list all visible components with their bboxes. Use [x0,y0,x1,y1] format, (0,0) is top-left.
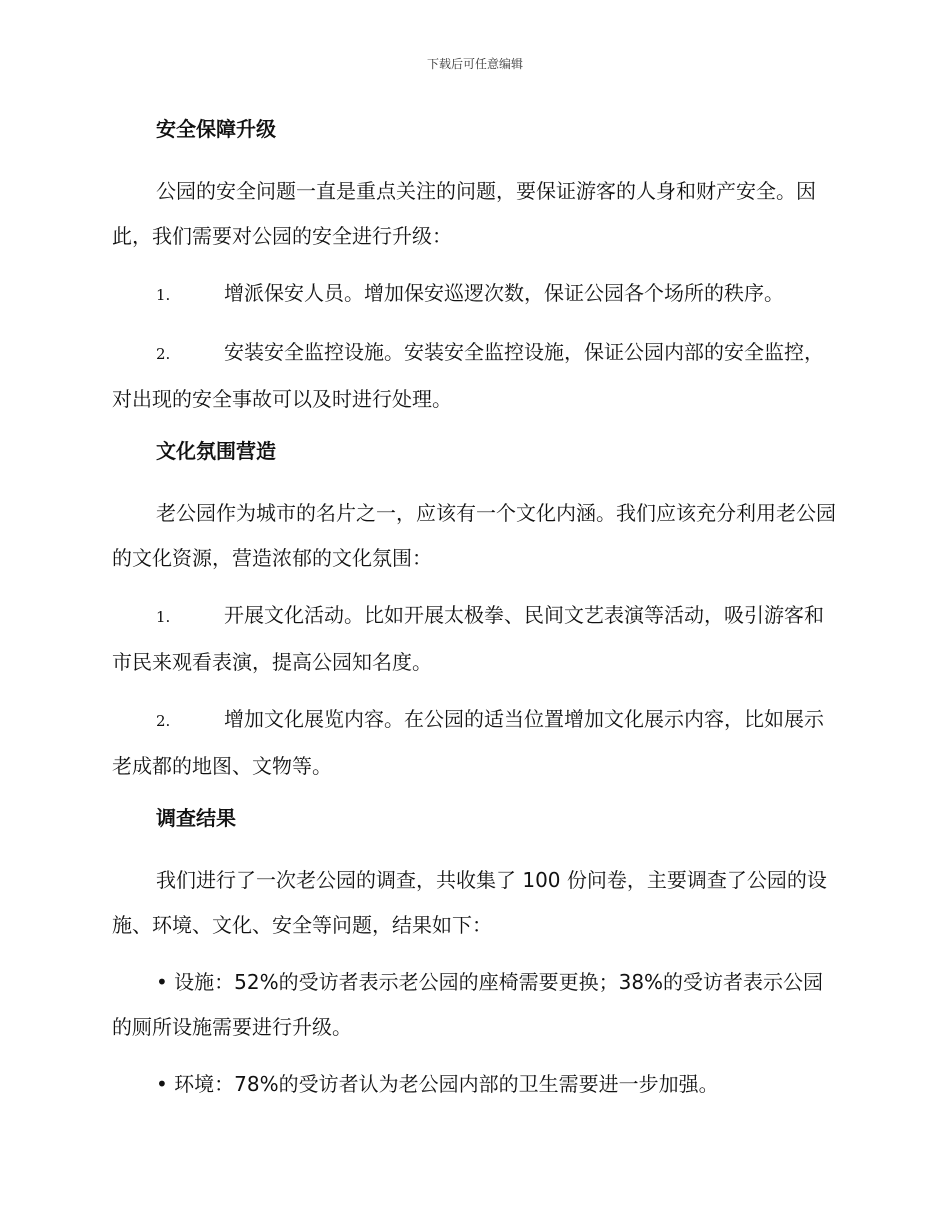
section-intro: 公园的安全问题一直是重点关注的问题，要保证游客的人身和财产安全。因此，我们需要对公园的安全进行升级： [112,179,816,248]
list-number: 1. [156,286,171,304]
section-intro: 老公园作为城市的名片之一，应该有一个文化内涵。我们应该充分利用老公园的文化资源，营造浓郁的文化氛围： [112,501,836,570]
list-number: 2. [156,712,171,730]
section-heading: 安全保障升级 [156,117,276,141]
list-text: 增派保安人员。增加保安巡逻次数，保证公园各个场所的秩序。 [224,281,784,305]
bullet-item: • 设施：52%的受访者表示老公园的座椅需要更换；38%的受访者表示公园的厕所设施需要进行升级。 [112,970,824,1039]
document-body [112,112,838,1119]
page-header-note: 下载后可任意编辑 [426,57,523,71]
section-intro: 我们进行了一次老公园的调查，共收集了 100 份问卷，主要调查了公园的设施、环境、文化、安全等问题，结果如下： [112,868,827,937]
list-item [112,593,838,685]
section-heading: 调查结果 [156,806,236,830]
list-number: 2. [156,345,171,363]
list-item [112,271,838,318]
list-text: 开展文化活动。比如开展太极拳、民间文艺表演等活动，吸引游客和市民来观看表演，提高公园知名度。 [112,603,824,674]
list-item [112,697,838,789]
bullet-item: • 环境：78%的受访者认为老公园内部的卫生需要进一步加强。 [156,1072,719,1096]
list-text: 安装安全监控设施。安装安全监控设施，保证公园内部的安全监控，对出现的安全事故可以及时进行处理。 [112,340,824,411]
list-item [112,330,838,422]
list-text: 增加文化展览内容。在公园的适当位置增加文化展示内容，比如展示老成都的地图、文物等。 [112,707,824,778]
section-heading: 文化氛围营造 [156,439,276,463]
list-number: 1. [156,608,171,626]
